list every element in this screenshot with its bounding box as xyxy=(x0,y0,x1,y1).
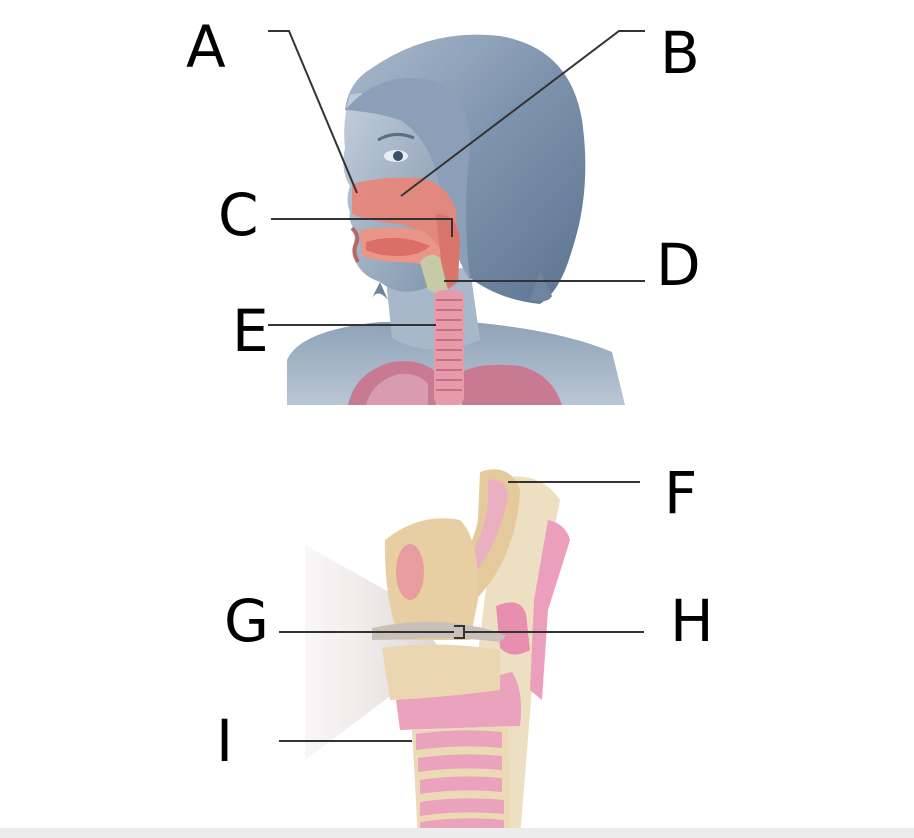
label-b: B xyxy=(660,19,700,87)
label-f: F xyxy=(664,459,698,527)
label-g: G xyxy=(224,587,269,655)
subglottic xyxy=(382,644,500,700)
label-e: E xyxy=(232,297,269,365)
label-a: A xyxy=(186,13,226,81)
larynx-illustration xyxy=(305,469,570,838)
label-d: D xyxy=(656,231,701,299)
bottom-scroll-strip xyxy=(0,828,914,838)
label-c: C xyxy=(218,181,259,249)
iris xyxy=(393,151,403,161)
trachea xyxy=(434,290,464,405)
label-h: H xyxy=(670,587,714,655)
fat-pad xyxy=(396,544,424,600)
label-i: I xyxy=(216,707,234,775)
lips xyxy=(352,228,358,262)
leader-a xyxy=(268,31,357,193)
